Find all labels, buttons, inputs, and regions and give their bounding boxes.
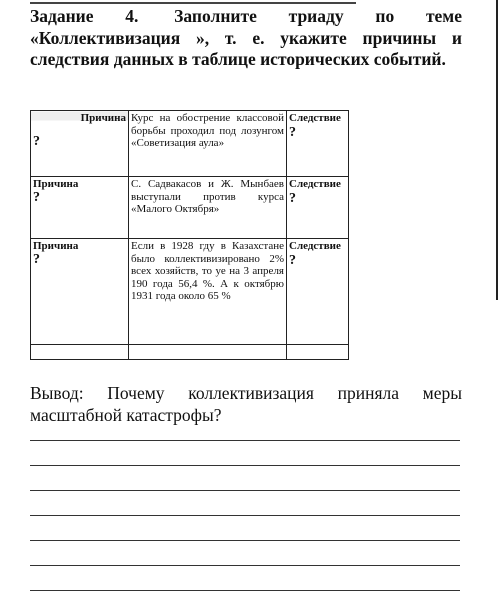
task-number: Задание 4. <box>30 6 139 26</box>
empty-cell[interactable] <box>287 345 349 360</box>
empty-cell[interactable] <box>129 345 287 360</box>
event-cell: Если в 1928 гду в Казахстане было коллективизировано 2% всех хозяйств, то уе на 3 апреля 190 года 56,4 %. А к октябрю 1931 года около 65 % <box>129 239 287 345</box>
task-instructions: Заполните триаду по теме «Коллективизация », т. е. укажите причины и следствия данных в таблице исторических событий. <box>30 6 462 69</box>
effect-question-mark: ? <box>289 124 296 140</box>
cause-cell[interactable] <box>31 111 129 177</box>
event-cell: С. Садвакасов и Ж. Мынбаев выступали против курса «Малого Октября» <box>129 177 287 239</box>
answer-line[interactable] <box>30 440 460 441</box>
effect-label: Следствие <box>289 240 341 252</box>
answer-line[interactable] <box>30 565 460 566</box>
cause-label: Причина <box>33 240 79 252</box>
cause-question-mark: ? <box>33 133 40 149</box>
page-edge-line <box>496 0 498 300</box>
effect-label: Следствие <box>289 112 341 124</box>
effect-cell[interactable] <box>287 239 349 345</box>
answer-line[interactable] <box>30 515 460 516</box>
effect-cell[interactable] <box>287 177 349 239</box>
event-cell: Курс на обострение классовой борьбы проходил под лозунгом «Советизация аула» <box>129 111 287 177</box>
empty-cell[interactable] <box>31 345 129 360</box>
cause-question-mark: ? <box>33 251 40 267</box>
effect-cell[interactable] <box>287 111 349 177</box>
table-row <box>31 177 349 239</box>
answer-line[interactable] <box>30 590 460 591</box>
cause-question-mark: ? <box>33 189 40 205</box>
table-row <box>31 345 349 360</box>
table-row <box>31 111 349 177</box>
task-heading <box>30 6 462 71</box>
effect-question-mark: ? <box>289 252 296 268</box>
top-divider <box>30 2 356 4</box>
cause-label: Причина <box>33 178 79 190</box>
table-row <box>31 239 349 345</box>
cause-label: Причина <box>80 112 126 124</box>
effect-label: Следствие <box>289 178 341 190</box>
effect-question-mark: ? <box>289 190 296 206</box>
answer-lines <box>30 440 460 615</box>
cause-cell[interactable] <box>31 177 129 239</box>
conclusion-question: Вывод: Почему коллективизация приняла меры масштабной катастрофы? <box>30 383 462 425</box>
answer-line[interactable] <box>30 540 460 541</box>
answer-line[interactable] <box>30 465 460 466</box>
answer-line[interactable] <box>30 490 460 491</box>
cause-cell[interactable] <box>31 239 129 345</box>
triad-table <box>30 110 349 360</box>
